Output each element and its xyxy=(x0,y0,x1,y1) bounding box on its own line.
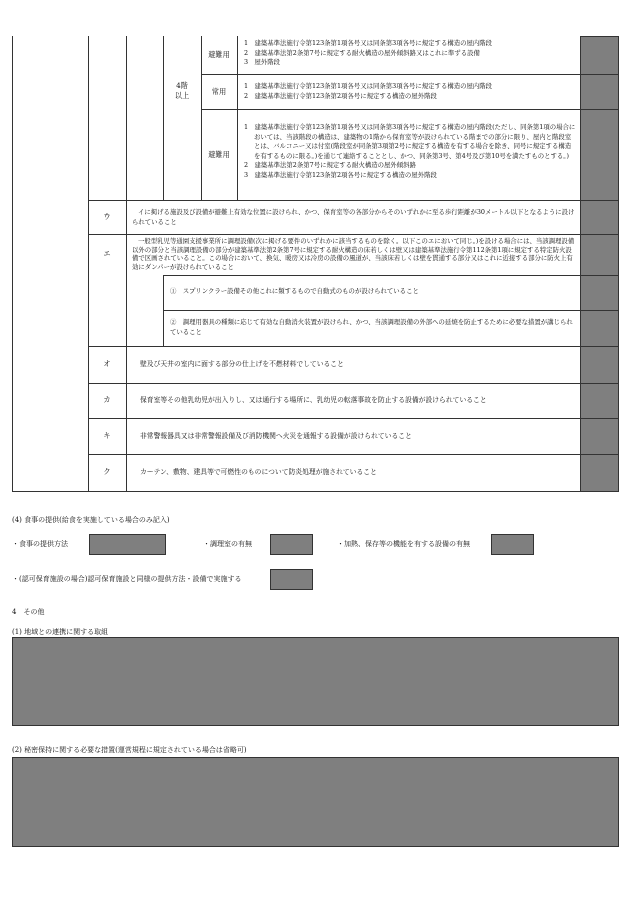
other-heading: 4 その他 xyxy=(12,608,45,616)
answer-cell[interactable] xyxy=(580,418,619,455)
row-e-sub-2: ② 調理用器具の種類に応じて有効な自動消火装置が設けられ、かつ、当該調理設備の外部への延焼を防止するために必要な措置が講じられていること xyxy=(170,318,573,336)
approved-method-field[interactable] xyxy=(270,569,313,590)
stair-requirements: 1 建築基準法施行令第123条第1項各号又は同条第3項各号に規定する構造の屋内階段(ただし、同条第1項の場合においては、当該階段の構造は、建築物の1階から保育室等が設けられている階までの部分に限り、屋内と階段室とは、バルコニー又は付室(階段室が同条第3項第2号に規定する構造を有する場合を除き、同号に規定する構造を有するものに限る。)を通じて連絡することとし、かつ、同条第3号、第4号及び第10号を満たすものとする。) 2 建築基準法第2条第7号に規定する耐火構造の屋外傾斜路 3 建築基準法施行令第123条第2項各号に規定する構造の屋外階段 xyxy=(244,123,576,179)
stair-kind-label: 避難用 xyxy=(208,150,230,159)
row-text-ki: 非常警報器具又は非常警報設備及び消防機関へ火災を通報する設備が設けられていること xyxy=(140,432,412,440)
answer-cell[interactable] xyxy=(580,310,619,347)
community-label: (1) 地域との連携に関する取組 xyxy=(12,628,109,636)
answer-cell[interactable] xyxy=(580,275,619,311)
stair-kind-label: 避難用 xyxy=(208,50,230,59)
row-label-ka: カ xyxy=(103,395,111,404)
row-e-sub-1: ① スプリンクラー設備その他これに類するもので自動式のものが設けられていること xyxy=(170,287,419,295)
answer-cell[interactable] xyxy=(580,383,619,419)
answer-cell[interactable] xyxy=(580,234,619,276)
heating-label: ・加熱、保存等の機能を有する設備の有無 xyxy=(337,540,470,548)
kitchen-field[interactable] xyxy=(270,534,313,555)
row-text-ka: 保育室等その他乳幼児が出入りし、又は通行する場所に、乳幼児の転落事故を防止する設備が設けられていること xyxy=(140,396,487,404)
row-label-u: ウ xyxy=(103,212,111,221)
stair-kind-label: 常用 xyxy=(211,87,227,96)
heating-field[interactable] xyxy=(491,534,534,555)
row-text-o: 壁及び天井の室内に面する部分の仕上げを不燃材料でしていること xyxy=(140,360,344,368)
meal-method-label: ・食事の提供方法 xyxy=(12,540,68,548)
row-label-ku: ク xyxy=(103,467,111,476)
answer-cell[interactable] xyxy=(580,346,619,384)
answer-cell[interactable] xyxy=(580,454,619,492)
row-text-u: イに掲げる施設及び設備が避難上有効な位置に設けられ、かつ、保育室等の各部分からそのいずれかに至る歩行距離が30メートル以下となるように設けられていること xyxy=(132,208,575,226)
kitchen-label: ・調理室の有無 xyxy=(203,540,252,548)
answer-cell[interactable] xyxy=(580,200,619,235)
stair-requirements: 1 建築基準法施行令第123条第1項各号又は同条第3項各号に規定する構造の屋内階段 2 建築基準法施行令第123条第2項各号に規定する構造の屋外階段 xyxy=(244,82,493,100)
stair-requirements: 1 建築基準法施行令第123条第1項各号又は同条第3項各号に規定する構造の屋内階段 2 建築基準法第2条第7号に規定する耐火構造の屋外傾斜路又はこれに準ずる設備 3 屋外階段 xyxy=(244,39,493,67)
answer-cell[interactable] xyxy=(580,36,619,75)
confidentiality-label: (2) 秘密保持に関する必要な措置(運営規程に規定されている場合は省略可) xyxy=(12,746,247,754)
row-text-e: 一般型乳児等通園支援事業所に調理設備(次に掲げる要件のいずれかに該当するものを除く。以下このエにおいて同じ。)を設ける場合には、当該調理設備以外の部分と当該調理設備の部分が建築基準法第2条第7号に規定する耐火構造の床若しくは壁又は建築基準法施行令第112条第1項に規定する特定防火設備で区画されていること。この場合において、換気、暖房又は冷房の設備の風道が、当該床若しくは壁を貫通する部分又はこれに近接する部分に防火上有効にダンパーが設けられていること xyxy=(132,237,575,271)
row-label-o: オ xyxy=(103,359,111,368)
floor-label: 4階 以上 xyxy=(174,81,190,100)
community-field[interactable] xyxy=(12,637,619,726)
answer-cell[interactable] xyxy=(580,109,619,201)
meals-heading: (4) 食事の提供(給食を実施している場合のみ記入) xyxy=(12,516,170,524)
meal-method-field[interactable] xyxy=(89,534,166,555)
row-label-e: エ xyxy=(103,249,111,258)
row-text-ku: カーテン、敷物、建具等で可燃性のものについて防炎処理が施されていること xyxy=(140,468,377,476)
answer-cell[interactable] xyxy=(580,74,619,110)
approved-method-label: ・(認可保育施設の場合)認可保育施設と同様の提供方法・設備で実施する xyxy=(12,575,242,583)
row-label-ki: キ xyxy=(103,431,111,440)
confidentiality-field[interactable] xyxy=(12,757,619,847)
